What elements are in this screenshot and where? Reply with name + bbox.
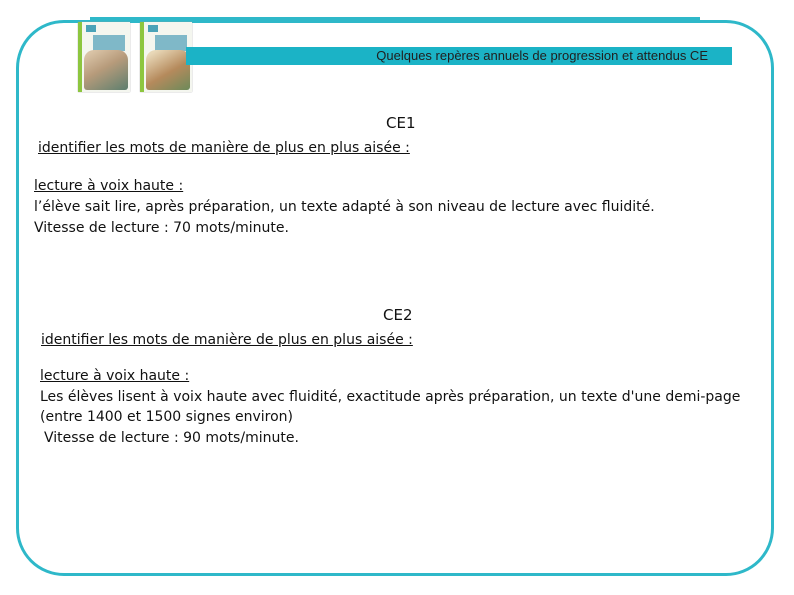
ce2-body-line: (entre 1400 et 1500 signes environ) bbox=[40, 409, 293, 425]
publisher-logo bbox=[148, 25, 158, 32]
cover-strip bbox=[78, 22, 82, 92]
cover-strip bbox=[140, 22, 144, 92]
book-cover-image bbox=[78, 22, 130, 92]
cover-title-block bbox=[93, 35, 125, 51]
cover-photo bbox=[146, 50, 190, 90]
ce1-heading: CE1 bbox=[386, 114, 416, 132]
ce2-section-label: lecture à voix haute : bbox=[40, 368, 190, 384]
header-bar bbox=[186, 47, 732, 65]
ce2-subtitle: identifier les mots de manière de plus en plus aisée : bbox=[41, 332, 413, 348]
ce1-subtitle: identifier les mots de manière de plus en plus aisée : bbox=[38, 140, 410, 156]
ce1-body-line: l’élève sait lire, après préparation, un texte adapté à son niveau de lecture avec fluidité. bbox=[34, 199, 655, 215]
top-divider bbox=[90, 17, 700, 20]
ce2-body-line: Les élèves lisent à voix haute avec fluidité, exactitude après préparation, un texte d'une demi-page bbox=[40, 389, 741, 405]
ce1-section-label: lecture à voix haute : bbox=[34, 178, 184, 194]
ce2-heading: CE2 bbox=[383, 306, 413, 324]
cover-title-block bbox=[155, 35, 187, 51]
cover-photo bbox=[84, 50, 128, 90]
ce2-speed-line: Vitesse de lecture : 90 mots/minute. bbox=[44, 430, 299, 446]
publisher-logo bbox=[86, 25, 96, 32]
page-title: Quelques repères annuels de progression et attendus CE bbox=[376, 48, 708, 63]
slide-frame bbox=[16, 20, 774, 576]
ce1-speed-line: Vitesse de lecture : 70 mots/minute. bbox=[34, 220, 289, 236]
book-cover-image bbox=[140, 22, 192, 92]
